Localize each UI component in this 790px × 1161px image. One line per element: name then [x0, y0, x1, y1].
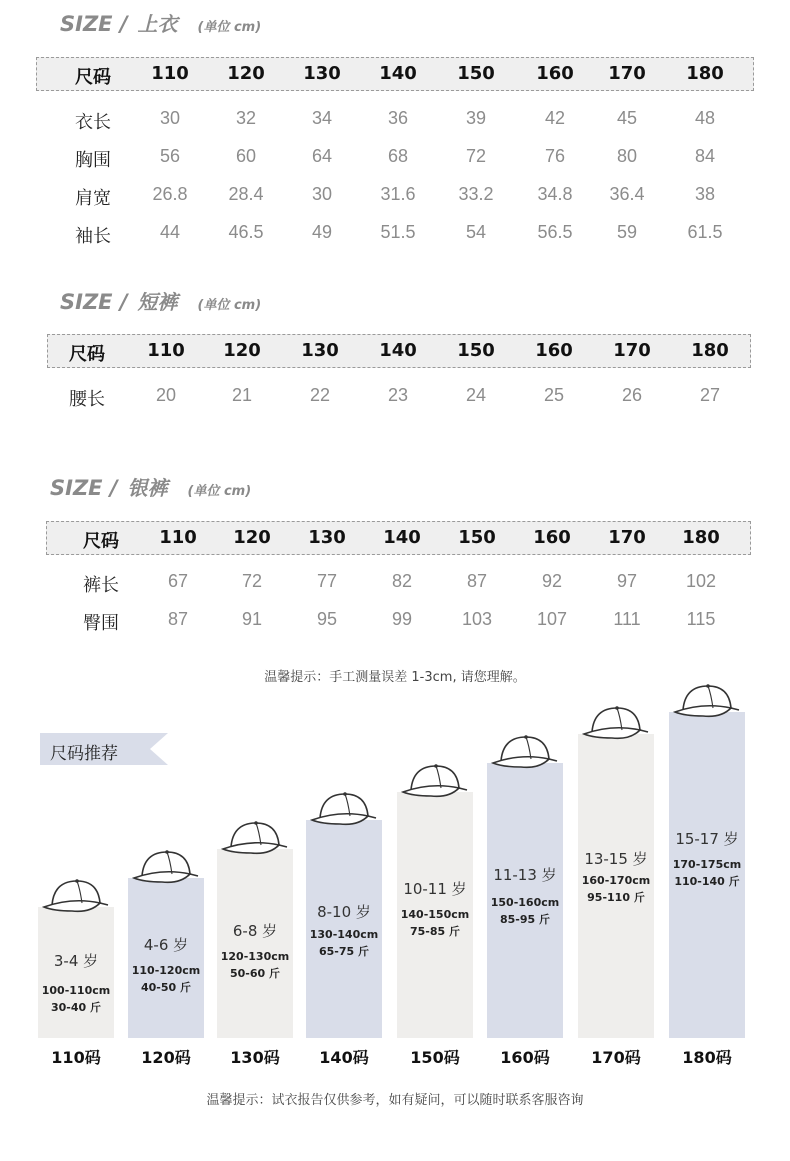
shorts-title-unit: (单位 cm): [197, 298, 262, 313]
tops-row-label: 胸围: [75, 150, 111, 171]
pants-title-size: SIZE /: [50, 476, 118, 500]
tops-header-size: 130: [303, 63, 341, 84]
cap-icon: [582, 702, 652, 744]
shorts-cell-value: 20: [155, 385, 177, 405]
cap-icon-wrap: [42, 875, 112, 921]
bar-height: 170-175cm: [672, 858, 742, 871]
tops-cell-value: 72: [465, 146, 487, 166]
pants-cell-value: 91: [241, 609, 263, 629]
bar-weight: 65-75 斤: [318, 945, 369, 958]
cap-icon: [491, 731, 561, 773]
tops-title-name: 上衣: [137, 12, 178, 36]
pants-header-size: 110: [159, 527, 197, 548]
shorts-header-size: 150: [457, 340, 495, 361]
bar-height: 120-130cm: [220, 950, 290, 963]
pants-header-size: 140: [383, 527, 421, 548]
bar-age: 15-17 岁: [675, 830, 739, 848]
cap-icon-wrap: [401, 760, 471, 806]
bar-age: 6-8 岁: [232, 922, 278, 940]
cap-icon: [401, 760, 471, 802]
cap-icon-wrap: [582, 702, 652, 748]
bar-weight: 110-140 斤: [674, 875, 740, 888]
tops-cell-value: 34.8: [537, 184, 573, 204]
tops-cell-value: 68: [387, 146, 409, 166]
cap-icon-wrap: [221, 817, 291, 863]
shorts-header-size: 170: [613, 340, 651, 361]
pants-cell-value: 99: [391, 609, 413, 629]
pants-cell-value: 95: [316, 609, 338, 629]
bar-age: 8-10 岁: [317, 903, 371, 921]
tops-cell-value: 56.5: [537, 222, 573, 242]
shorts-header-size: 160: [535, 340, 573, 361]
pants-cell-value: 115: [686, 609, 716, 629]
bar-size-label: 110码: [51, 1048, 101, 1067]
pants-section-title: [50, 472, 251, 501]
bar-age: 10-11 岁: [403, 880, 467, 898]
tops-cell-value: 45: [616, 108, 638, 128]
shorts-cell-value: 24: [465, 385, 487, 405]
tops-cell-value: 60: [235, 146, 257, 166]
tops-cell-value: 59: [616, 222, 638, 242]
tops-header-size: 160: [536, 63, 574, 84]
bar-size-label: 160码: [500, 1048, 550, 1067]
cap-icon: [42, 875, 112, 917]
shorts-header-size: 180: [691, 340, 729, 361]
pants-header-size: 150: [458, 527, 496, 548]
tops-row-label: 肩宽: [75, 188, 111, 209]
tops-row-label: 袖长: [75, 226, 111, 247]
tops-cell-value: 56: [159, 146, 181, 166]
bar-weight: 40-50 斤: [140, 981, 191, 994]
tops-header-size: 120: [227, 63, 265, 84]
tops-cell-value: 54: [465, 222, 487, 242]
tops-title-size: SIZE /: [60, 12, 128, 36]
pants-cell-value: 72: [241, 571, 263, 591]
tops-header-size: 110: [151, 63, 189, 84]
tops-cell-value: 30: [159, 108, 181, 128]
tops-header-label: 尺码: [75, 67, 111, 88]
cap-icon: [221, 817, 291, 859]
tops-cell-value: 44: [159, 222, 181, 242]
cap-icon: [310, 788, 380, 830]
pants-row-label: 裤长: [83, 575, 119, 596]
pants-cell-value: 77: [316, 571, 338, 591]
tops-cell-value: 36.4: [609, 184, 645, 204]
shorts-header-size: 130: [301, 340, 339, 361]
pants-cell-value: 97: [616, 571, 638, 591]
tops-cell-value: 48: [694, 108, 716, 128]
shorts-header-size: 140: [379, 340, 417, 361]
recommend-title: 尺码推荐: [50, 744, 118, 764]
tops-cell-value: 33.2: [458, 184, 494, 204]
pants-header-size: 130: [308, 527, 346, 548]
tops-cell-value: 64: [311, 146, 333, 166]
tops-cell-value: 84: [694, 146, 716, 166]
consult-tip: 温馨提示：试衣报告仅供参考，如有疑问，可以随时联系客服咨询: [206, 1093, 584, 1108]
pants-cell-value: 107: [536, 609, 568, 629]
pants-cell-value: 67: [167, 571, 189, 591]
bar-size-label: 130码: [230, 1048, 280, 1067]
shorts-cell-value: 21: [231, 385, 253, 405]
bar-weight: 30-40 斤: [50, 1001, 101, 1014]
pants-cell-value: 92: [541, 571, 563, 591]
shorts-section-title: [60, 286, 261, 315]
bar-height: 110-120cm: [131, 964, 201, 977]
pants-title-name: 银裤: [127, 476, 168, 500]
shorts-title-size: SIZE /: [60, 290, 128, 314]
bar-size-label: 120码: [141, 1048, 191, 1067]
size-bar: [217, 849, 293, 1038]
tops-cell-value: 46.5: [228, 222, 264, 242]
shorts-title-name: 短裤: [137, 290, 178, 314]
bar-weight: 95-110 斤: [587, 891, 645, 904]
tops-title-unit: (单位 cm): [197, 20, 262, 35]
tops-cell-value: 51.5: [380, 222, 416, 242]
size-bar: [38, 907, 114, 1038]
tops-header-size: 180: [686, 63, 724, 84]
size-bar: [128, 878, 204, 1038]
bar-weight: 85-95 斤: [499, 913, 550, 926]
pants-cell-value: 82: [391, 571, 413, 591]
bar-size-label: 170码: [591, 1048, 641, 1067]
tops-cell-value: 39: [465, 108, 487, 128]
bar-age: 3-4 岁: [53, 952, 99, 970]
tops-cell-value: 80: [616, 146, 638, 166]
pants-header-size: 180: [682, 527, 720, 548]
bar-age: 4-6 岁: [143, 936, 189, 954]
recommend-banner: [40, 733, 168, 765]
tops-header-size: 140: [379, 63, 417, 84]
cap-icon-wrap: [310, 788, 380, 834]
tops-cell-value: 49: [311, 222, 333, 242]
tops-header-size: 150: [457, 63, 495, 84]
tops-cell-value: 34: [311, 108, 333, 128]
shorts-cell-value: 26: [621, 385, 643, 405]
bar-height: 100-110cm: [41, 984, 111, 997]
tops-cell-value: 32: [235, 108, 257, 128]
bar-height: 160-170cm: [581, 874, 651, 887]
pants-cell-value: 111: [613, 609, 641, 629]
shorts-header-label: 尺码: [69, 344, 105, 365]
tops-cell-value: 61.5: [687, 222, 723, 242]
pants-title-unit: (单位 cm): [187, 484, 252, 499]
shorts-cell-value: 27: [699, 385, 721, 405]
bar-weight: 50-60 斤: [229, 967, 280, 980]
bar-age: 11-13 岁: [493, 866, 557, 884]
tops-cell-value: 76: [544, 146, 566, 166]
bar-weight: 75-85 斤: [409, 925, 460, 938]
shorts-cell-value: 23: [387, 385, 409, 405]
tops-cell-value: 38: [694, 184, 716, 204]
shorts-row-label: 腰长: [69, 389, 105, 410]
pants-header-label: 尺码: [83, 531, 119, 552]
pants-header-size: 170: [608, 527, 646, 548]
pants-cell-value: 103: [461, 609, 493, 629]
shorts-cell-value: 25: [543, 385, 565, 405]
tops-cell-value: 30: [311, 184, 333, 204]
cap-icon-wrap: [673, 680, 743, 726]
shorts-header-size: 110: [147, 340, 185, 361]
cap-icon: [132, 846, 202, 888]
tops-cell-value: 36: [387, 108, 409, 128]
bar-size-label: 150码: [410, 1048, 460, 1067]
pants-row-label: 臀围: [83, 613, 119, 634]
bar-size-label: 140码: [319, 1048, 369, 1067]
cap-icon-wrap: [491, 731, 561, 777]
pants-cell-value: 102: [685, 571, 717, 591]
measurement-tip: 温馨提示：手工测量误差 1-3cm, 请您理解。: [264, 670, 526, 685]
tops-cell-value: 26.8: [152, 184, 188, 204]
bar-age: 13-15 岁: [584, 850, 648, 868]
tops-cell-value: 28.4: [228, 184, 264, 204]
pants-cell-value: 87: [167, 609, 189, 629]
tops-header-size: 170: [608, 63, 646, 84]
tops-row-label: 衣长: [75, 112, 111, 133]
bar-height: 130-140cm: [309, 928, 379, 941]
pants-header-size: 120: [233, 527, 271, 548]
pants-cell-value: 87: [466, 571, 488, 591]
shorts-cell-value: 22: [309, 385, 331, 405]
pants-header-size: 160: [533, 527, 571, 548]
cap-icon: [673, 680, 743, 722]
shorts-header-size: 120: [223, 340, 261, 361]
bar-height: 150-160cm: [490, 896, 560, 909]
tops-cell-value: 31.6: [380, 184, 416, 204]
tops-section-title: [60, 8, 261, 37]
cap-icon-wrap: [132, 846, 202, 892]
bar-size-label: 180码: [682, 1048, 732, 1067]
tops-cell-value: 42: [544, 108, 566, 128]
bar-height: 140-150cm: [400, 908, 470, 921]
